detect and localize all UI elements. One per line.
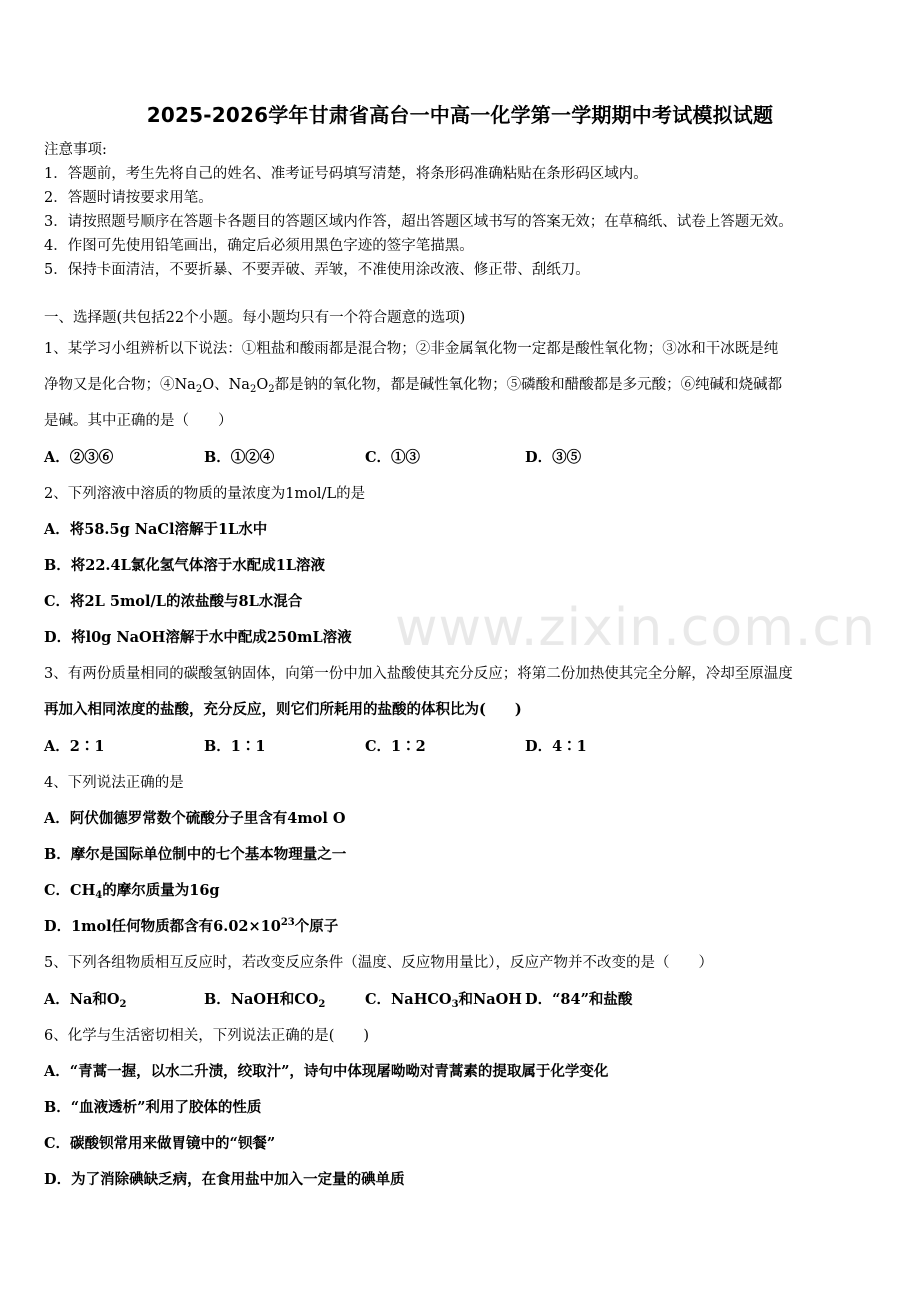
q6-option-a: A．“青蒿一握，以水二升渍，绞取汁”，诗句中体现屠呦呦对青蒿素的提取属于化学变化 xyxy=(44,1063,609,1080)
q3-stem-line2: 再加入相同浓度的盐酸，充分反应，则它们所耗用的盐酸的体积比为( ) xyxy=(44,701,522,718)
q6-option-c: C．碳酸钡常用来做胃镜中的“钡餐” xyxy=(44,1135,276,1152)
section-heading: 一、选择题(共包括22个小题。每小题均只有一个符合题意的选项) xyxy=(44,310,466,326)
q3-option-b: B．1∶1 xyxy=(204,738,266,755)
q5-option-b: B．NaOH和$CO_2$ xyxy=(204,991,326,1010)
q3-option-c: C．1∶2 xyxy=(365,738,426,755)
q5-option-c: C．NaHCO$_3$和NaOH xyxy=(365,991,523,1010)
q2-option-b: B．将22.4L氯化氢气体溶于水配成1L溶液 xyxy=(44,557,326,574)
q2-option-d: D．将l0g NaOH溶解于水中配成250mL溶液 xyxy=(44,629,352,646)
notice-item-5: 5．保持卡面清洁，不要折暴、不要弄破、弄皱，不准使用涂改液、修正带、刮纸刀。 xyxy=(44,262,590,278)
q4-option-d: D．1mol任何物质都含有$6.02\times 10^{23}$个原子 xyxy=(44,917,339,935)
q4-option-a: A．阿伏伽德罗常数个硫酸分子里含有4mol O xyxy=(44,810,346,827)
q2-stem: 2、下列溶液中溶质的物质的量浓度为1mol/L的是 xyxy=(44,486,366,502)
q3-stem-line1: 3、有两份质量相同的碳酸氢钠固体，向第一份中加入盐酸使其充分反应；将第二份加热使其完全分解，冷却至原温度 xyxy=(44,666,793,682)
q5-option-d: D．“84”和盐酸 xyxy=(525,991,633,1008)
q5-stem: 5、下列各组物质相互反应时，若改变反应条件（温度、反应物用量比），反应产物并不改变的是（ ） xyxy=(44,955,713,971)
notice-heading: 注意事项: xyxy=(44,142,107,158)
q4-option-c: C．$CH_4$的摩尔质量为16g xyxy=(44,882,220,901)
q2-option-a: A．将58.5g NaCl溶解于1L水中 xyxy=(44,521,268,538)
q1-option-b: B．①②④ xyxy=(204,449,275,466)
notice-item-2: 2．答题时请按要求用笔。 xyxy=(44,190,213,206)
q4-stem: 4、下列说法正确的是 xyxy=(44,775,184,791)
q1-option-d: D．③⑤ xyxy=(525,449,582,466)
q3-option-d: D．4∶1 xyxy=(525,738,587,755)
q6-option-d: D．为了消除碘缺乏病，在食用盐中加入一定量的碘单质 xyxy=(44,1171,405,1188)
notice-item-4: 4．作图可先使用铅笔画出，确定后必须用黑色字迹的签字笔描黑。 xyxy=(44,238,474,254)
q1-option-c: C．①③ xyxy=(365,449,421,466)
q1-option-a: A．②③⑥ xyxy=(44,449,114,466)
watermark: www.zixin.com.cn xyxy=(395,598,876,658)
q1-stem-line3: 是碱。其中正确的是（ ） xyxy=(44,413,233,429)
q1-stem-line2: 净物又是化合物；$④Na_2O$、$Na_2O_2$都是钠的氧化物，都是碱性氧化物；⑤磷酸和醋酸都是多元酸；⑥纯碱和烧碱都 xyxy=(44,377,783,395)
q3-option-a: A．2∶1 xyxy=(44,738,105,755)
q6-stem: 6、化学与生活密切相关，下列说法正确的是( ) xyxy=(44,1028,370,1044)
notice-item-1: 1．答题前，考生先将自己的姓名、准考证号码填写清楚，将条形码准确粘贴在条形码区域内。 xyxy=(44,166,648,182)
page-title: 2025-2026学年甘肃省高台一中高一化学第一学期期中考试模拟试题 xyxy=(146,103,774,127)
q5-option-a: A．Na和$O_2$ xyxy=(44,991,127,1010)
notice-item-3: 3．请按照题号顺序在答题卡各题目的答题区域内作答，超出答题区域书写的答案无效；在草稿纸、试卷上答题无效。 xyxy=(44,214,793,230)
q1-stem-line1: 1、某学习小组辨析以下说法：①粗盐和酸雨都是混合物；②非金属氧化物一定都是酸性氧化物；③冰和干冰既是纯 xyxy=(44,341,779,357)
q2-option-c: C．将2L 5mol/L的浓盐酸与8L水混合 xyxy=(44,593,303,610)
q4-option-b: B．摩尔是国际单位制中的七个基本物理量之一 xyxy=(44,846,347,863)
q6-option-b: B．“血液透析”利用了胶体的性质 xyxy=(44,1099,262,1116)
